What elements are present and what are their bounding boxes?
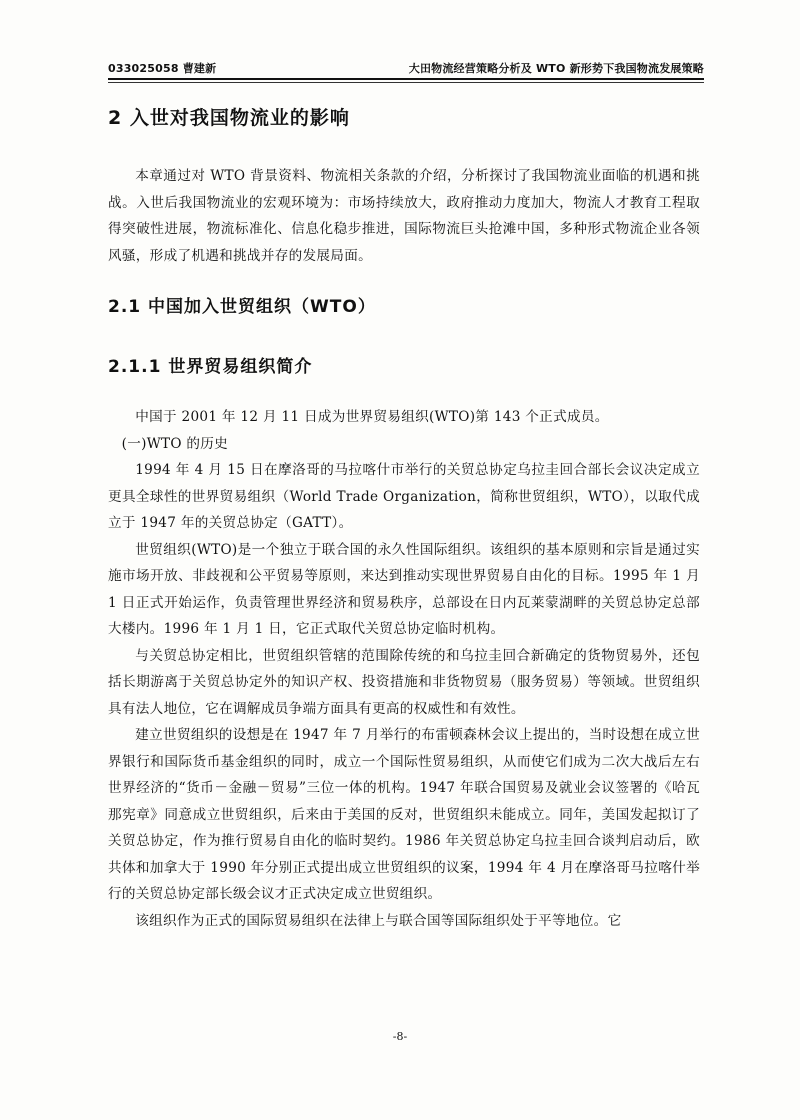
header-rule <box>108 78 704 80</box>
chapter-intro <box>108 163 700 269</box>
body-paragraph: 中国于 2001 年 12 月 11 日成为世界贸易组织(WTO)第 143 个正式成员。 <box>135 409 609 425</box>
running-header <box>108 58 704 78</box>
body-paragraph: 建立世贸组织的设想是在 1947 年 7 月举行的布雷顿森林会议上提出的，当时设想在成立世界银行和国际货币基金组织的同时，成立一个国际性贸易组织，从而使它们成为二次大战后左右世界经济的“货币－金融－贸易”三位一体的机构。1947 年联合国贸易及就业会议签署的《哈瓦那宪章》同意成立世贸组织，后来由于美国的反对，世贸组织未能成立。同年，美国发起拟订了关贸总协定，作为推行贸易自由化的临时契约。1986 年关贸总协定乌拉圭回合谈判启动后，欧共体和加拿大于 1990 年分别正式提出成立世贸组织的议案，1994 年 4 月在摩洛哥马拉喀什举行的关贸总协定部长级会议才正式决定成立世贸组织。 <box>108 727 700 902</box>
body-paragraph: 该组织作为正式的国际贸易组织在法律上与联合国等国际组织处于平等地位。它 <box>135 912 622 929</box>
header-author-id: 033025058 曹建新 <box>108 62 217 75</box>
body-paragraph: 1994 年 4 月 15 日在摩洛哥的马拉喀什市举行的关贸总协定乌拉圭回合部长会议决定成立更具全球性的世界贸易组织（World Trade Organization，简称世贸组织，WTO），以取代成立于 1947 年的关贸总协定（GATT）。 <box>108 462 700 531</box>
intro-paragraph: 本章通过对 WTO 背景资料、物流相关条款的介绍，分析探讨了我国物流业面临的机遇和挑战。入世后我国物流业的宏观环境为：市场持续放大，政府推动力度加大，物流人才教育工程取得突破性进展，物流标准化、信息化稳步推进，国际物流巨头抢滩中国，多种形式物流企业各领风骚，形成了机遇和挑战并存的发展局面。 <box>108 168 700 264</box>
header-rule-thin <box>108 82 704 83</box>
section-title: 2.1 中国加入世贸组织（WTO） <box>108 297 376 317</box>
subsection-title: 2.1.1 世界贸易组织简介 <box>108 357 313 377</box>
body-text <box>108 404 700 934</box>
body-paragraph: 与关贸总协定相比，世贸组织管辖的范围除传统的和乌拉圭回合新确定的货物贸易外，还包括长期游离于关贸总协定外的知识产权、投资措施和非货物贸易（服务贸易）等领域。世贸组织具有法人地位，它在调解成员争端方面具有更高的权威性和有效性。 <box>108 647 700 717</box>
chapter-title: 2 入世对我国物流业的影响 <box>108 107 350 129</box>
body-paragraph: 世贸组织(WTO)是一个独立于联合国的永久性国际组织。该组织的基本原则和宗旨是通过实施市场开放、非歧视和公平贸易等原则，来达到推动实现世界贸易自由化的目标。1995 年 1 月 1 日正式开始运作，负责管理世界经济和贸易秩序，总部设在日内瓦莱蒙湖畔的关贸总协定总部大楼内。1996 年 1 月 1 日，它正式取代关贸总协定临时机构。 <box>108 541 700 637</box>
list-heading: (一)WTO 的历史 <box>121 435 229 452</box>
page-number: -8- <box>392 1030 408 1043</box>
header-thesis-title: 大田物流经营策略分析及 WTO 新形势下我国物流发展策略 <box>408 62 704 75</box>
